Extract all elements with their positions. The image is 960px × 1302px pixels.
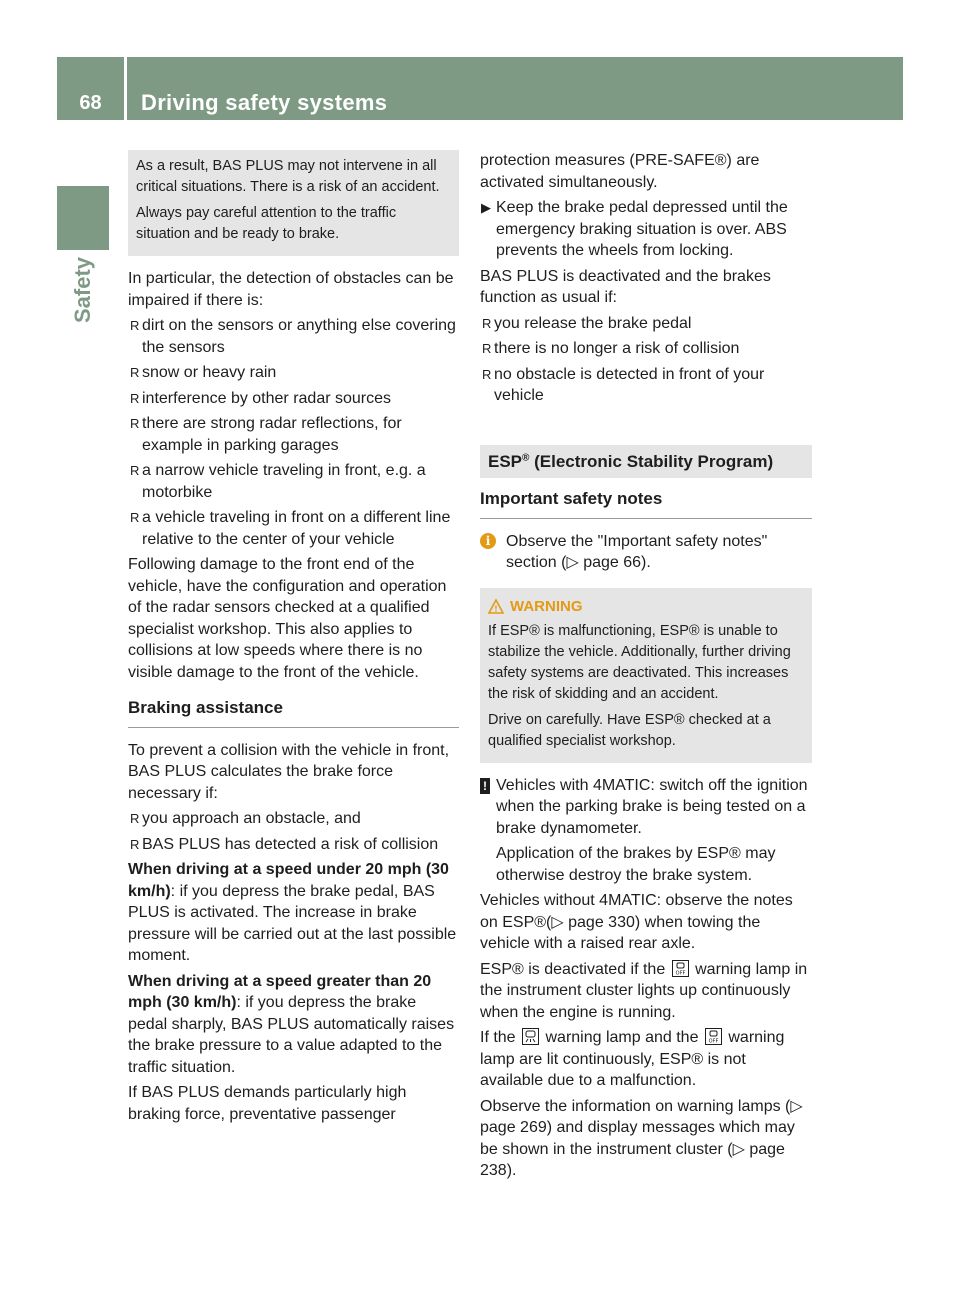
esp-off-lamp-icon <box>672 960 689 977</box>
esp-off-lamp-paragraph: ESP® is deactivated if the OFF warning lamp in the instrument cluster lights up continuously when the engine is running. <box>480 960 808 1021</box>
list-item: R there is no longer a risk of collision <box>480 338 812 360</box>
speed-under-paragraph: When driving at a speed under 20 mph (30 km/h): if you depress the brake pedal, BAS PLUS is activated. The increase in brake pressure will be carried out at the last possible moment. <box>128 861 457 964</box>
list-item: R dirt on the sensors or anything else covering the sensors <box>130 317 456 356</box>
warning-triangle-icon <box>488 599 504 614</box>
list-item: R a narrow vehicle traveling in front, e.g. a motorbike <box>130 462 426 501</box>
bullet-icon: R <box>130 463 140 478</box>
bullet-icon: R <box>130 836 140 852</box>
list-item: R a vehicle traveling in front on a different line relative to the center of your vehicle <box>130 509 451 548</box>
speed-over-paragraph: When driving at a speed greater than 20 mph (30 km/h): if you depress the brake pedal sharply, BAS PLUS automatically raises the brake pressure to a value adapted to the traffic situation. <box>128 972 455 1076</box>
observe-paragraph: Observe the information on warning lamps (▷ page 269) and display messages which may be shown in the instrument cluster (▷ page 238). <box>480 1097 803 1179</box>
list-item: R there are strong radar reflections, for example in parking garages <box>130 415 402 454</box>
esp-off-lamp-icon <box>705 1028 722 1045</box>
side-tab <box>57 186 109 250</box>
warning-text: Drive on carefully. Have ESP® checked at a qualified specialist workshop. <box>488 711 771 749</box>
list-item: R you approach an obstacle, and <box>128 808 459 830</box>
bullet-icon: R <box>482 366 492 382</box>
list-item: R snow or heavy rain <box>128 362 459 384</box>
list-item: R interference by other radar sources <box>128 388 459 410</box>
warning-text: If ESP® is malfunctioning, ESP® is unable to stabilize the vehicle. Additionally, further driving safety systems are deactivated. This increases the risk of skidding and an accident. <box>488 622 791 702</box>
left-column <box>128 150 459 1129</box>
deactivation-paragraph: BAS PLUS is deactivated and the brakes function as usual if: <box>480 267 771 306</box>
warning-box <box>480 588 812 763</box>
bullet-icon: R <box>130 365 140 380</box>
bullet-icon: R <box>130 390 140 406</box>
page-number: 68 <box>79 92 102 114</box>
caution-text: As a result, BAS PLUS may not intervene in all critical situations. There is a risk of an accident. <box>136 158 440 195</box>
list-item: R no obstacle is detected in front of your vehicle <box>482 365 765 404</box>
safety-notes-heading: Important safety notes <box>480 488 812 519</box>
bullet-icon: R <box>130 510 140 525</box>
caution-box <box>128 150 459 256</box>
svg-text:!: ! <box>494 604 498 613</box>
list-item: R BAS PLUS has detected a risk of collision <box>128 834 459 856</box>
prevent-paragraph: To prevent a collision with the vehicle in front, BAS PLUS calculates the brake force necessary if: <box>128 741 450 802</box>
exclamation-icon: ! <box>480 778 490 794</box>
side-label: Safety <box>70 256 95 324</box>
info-icon: i <box>480 533 496 549</box>
high-force-paragraph: If BAS PLUS demands particularly high braking force, preventative passenger <box>128 1084 407 1123</box>
svg-text:OFF: OFF <box>675 970 686 976</box>
bullet-icon: R <box>482 315 492 331</box>
towing-paragraph: Vehicles without 4MATIC: observe the notes on ESP®(▷ page 330) when towing the vehicle with a raised rear axle. <box>480 892 793 952</box>
braking-heading: Braking assistance <box>128 697 459 728</box>
continued-paragraph: protection measures (PRE-SAFE®) are activated simultaneously. <box>480 152 760 191</box>
action-arrow-icon: ▶ <box>481 200 491 215</box>
bullet-icon: R <box>130 318 140 333</box>
intro-paragraph: In particular, the detection of obstacles can be impaired if there is: <box>128 270 454 309</box>
svg-text:OFF: OFF <box>708 1038 719 1045</box>
bullet-icon: R <box>130 811 140 826</box>
damage-paragraph: Following damage to the front end of the vehicle, have the configuration and operation of the radar sensors checked at a qualified specialist workshop. This also applies to collisions at low speeds where there is no visible damage to the front of the vehicle. <box>128 556 447 681</box>
bullet-icon: R <box>482 341 492 356</box>
caution-text: Always pay careful attention to the traffic situation and be ready to brake. <box>136 205 397 242</box>
both-lamps-paragraph: If the warning lamp and the OFF warning lamp are lit continuously, ESP® is not available due to a malfunction. <box>480 1029 785 1089</box>
section-title: Driving safety systems <box>141 90 388 115</box>
list-item: R you release the brake pedal <box>480 313 812 335</box>
bullet-icon: R <box>130 416 140 431</box>
esp-lamp-icon <box>522 1028 539 1045</box>
action-step: ▶ Keep the brake pedal depressed until the emergency braking situation is over. ABS prevents the wheels from locking. <box>481 199 788 259</box>
esp-section-bar: ESP® (Electronic Stability Program) <box>480 445 812 479</box>
warning-title: ! WARNING <box>488 596 804 617</box>
info-note: i Observe the "Important safety notes" section (▷ page 66). <box>480 531 812 574</box>
right-column <box>480 150 812 1186</box>
header-divider <box>124 57 127 120</box>
damage-note: ! Vehicles with 4MATIC: switch off the ignition when the parking brake is being tested on a brake dynamometer. Application of the brakes by ESP® may otherwise destroy the brake system. <box>480 775 812 887</box>
